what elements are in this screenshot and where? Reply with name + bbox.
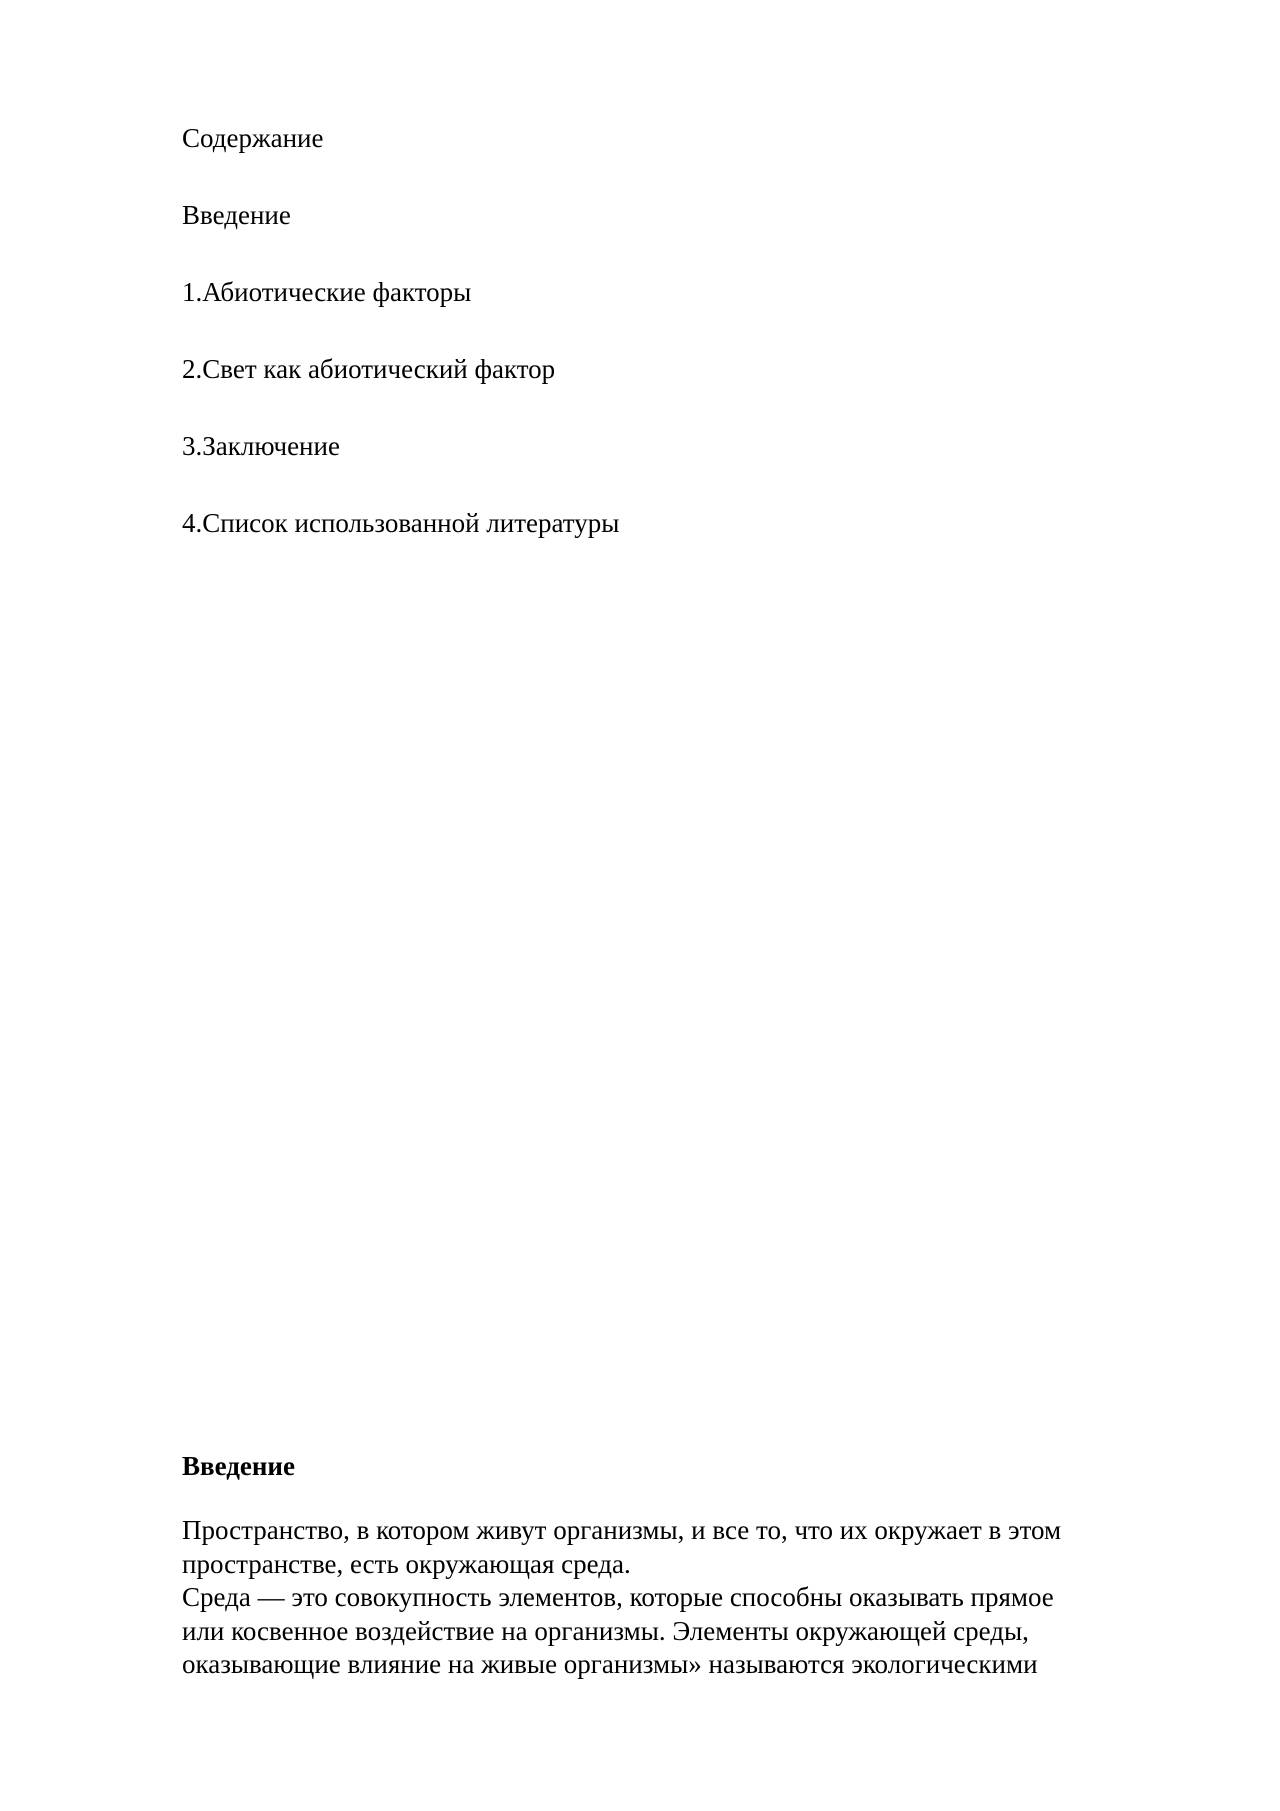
toc-item-references: 4.Список использованной литературы: [182, 508, 620, 538]
paragraph-line: Среда — это совокупность элементов, которые способны оказывать прямое: [182, 1582, 1054, 1612]
paragraph-line: или косвенное воздействие на организмы. Элементы окружающей среды,: [182, 1615, 1029, 1646]
table-of-contents: [182, 118, 1182, 580]
toc-item-conclusion: 3.Заключение: [182, 431, 340, 461]
introduction-section: [182, 1446, 1182, 1682]
toc-item-abiotic-factors: 1.Абиотические факторы: [182, 277, 472, 307]
paragraph-line: Пространство, в котором живут организмы, и все то, что их окружает в этом: [182, 1515, 1062, 1545]
toc-item-light-factor: 2.Свет как абиотический фактор: [182, 354, 556, 384]
paragraph-line: пространстве, есть окружающая среда.: [182, 1548, 631, 1579]
toc-title: Содержание: [182, 123, 324, 153]
toc-item-introduction: Введение: [182, 200, 291, 230]
introduction-heading: Введение: [182, 1451, 295, 1481]
paragraph-line: оказывающие влияние на живые организмы» называются экологическими: [182, 1649, 1038, 1679]
